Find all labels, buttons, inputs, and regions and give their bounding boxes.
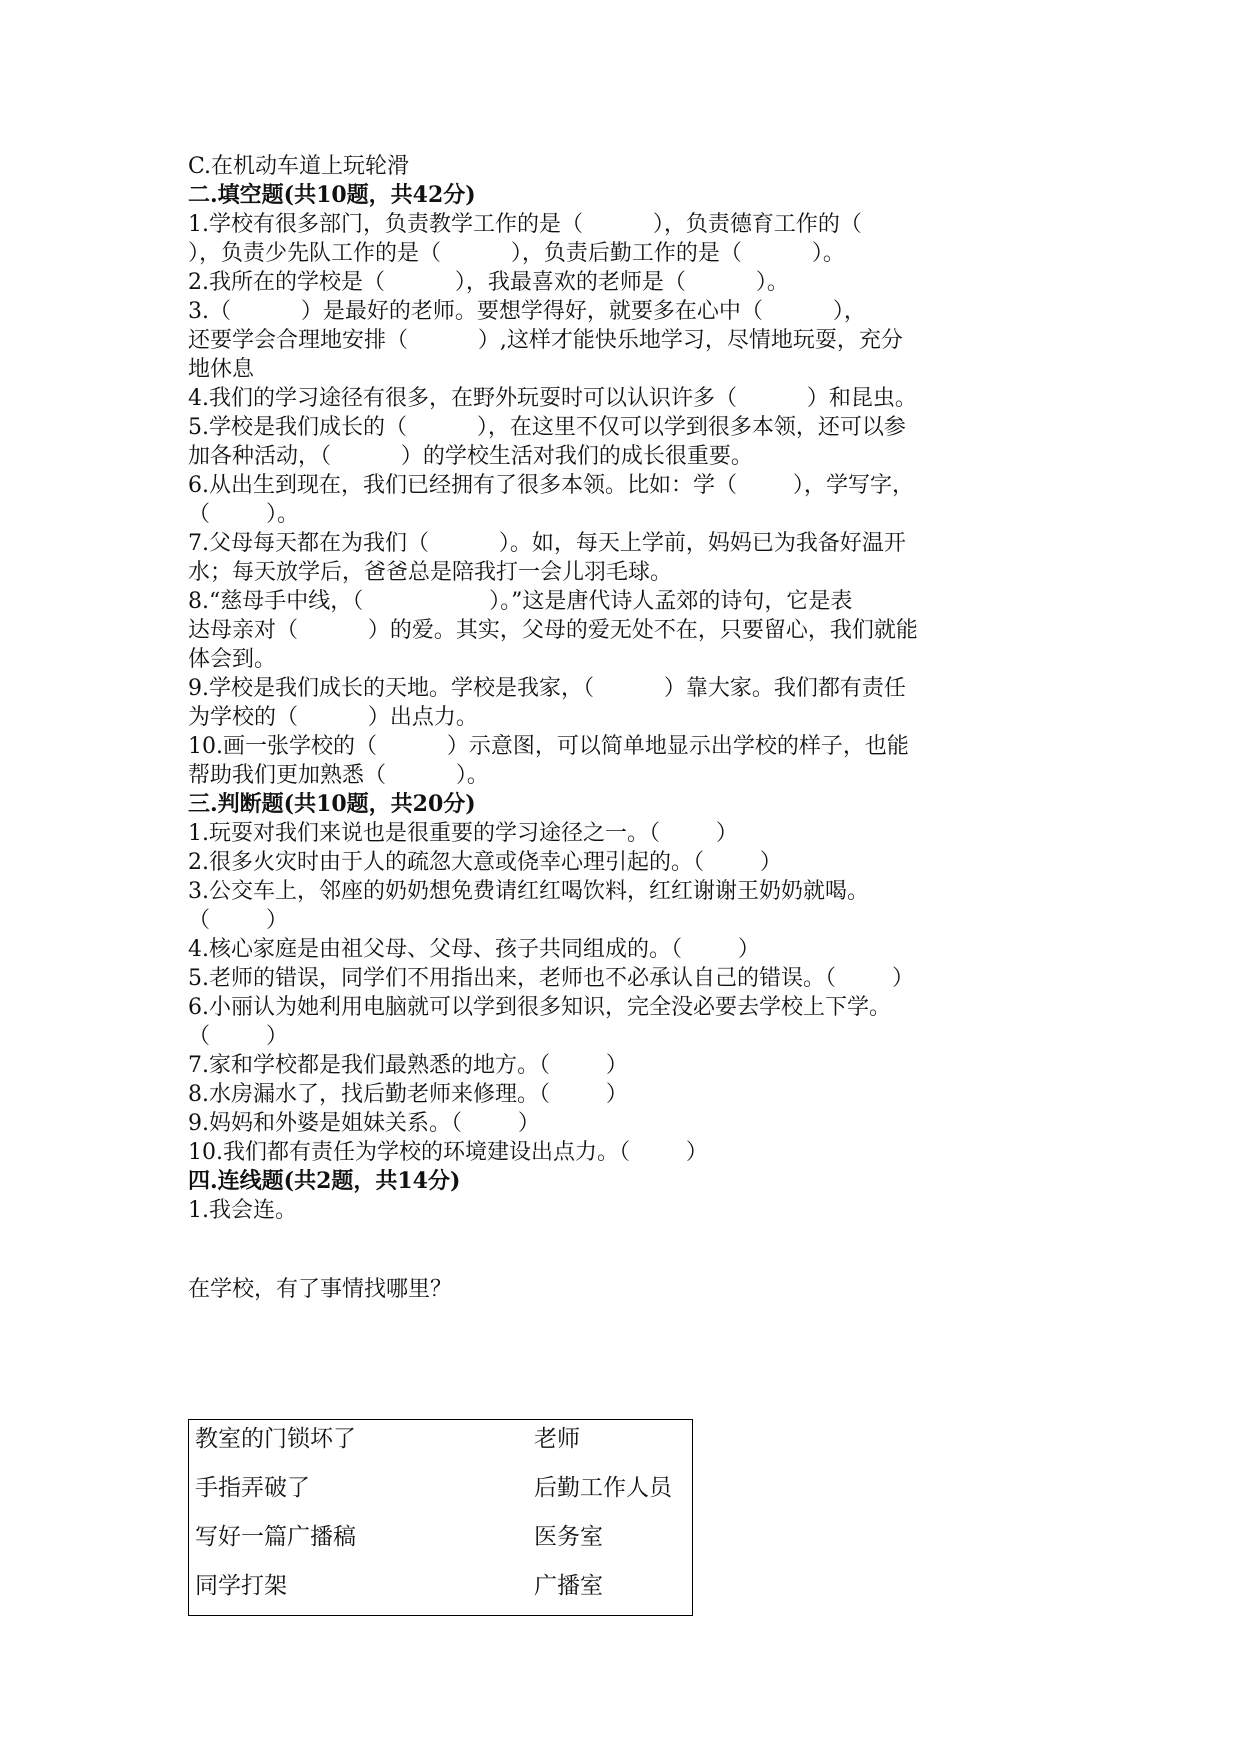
match-row — [189, 1571, 692, 1620]
question-line: C.在机动车道上玩轮滑 — [188, 154, 410, 179]
question-line: 10.我们都有责任为学校的环境建设出点力。（ ） — [188, 1140, 708, 1165]
question-line: 2.很多火灾时由于人的疏忽大意或侥幸心理引起的。（ ） — [188, 850, 782, 875]
matching-table — [188, 1419, 693, 1616]
match-left-item[interactable]: 教室的门锁坏了 — [195, 1426, 356, 1452]
match-left-item[interactable]: 手指弄破了 — [195, 1475, 310, 1501]
question-line: 3.公交车上，邻座的奶奶想免费请红红喝饮料，红红谢谢王奶奶就喝。 — [188, 879, 869, 904]
question-line: 2.我所在的学校是（ ），我最喜欢的老师是（ ）。 — [188, 270, 789, 295]
question-line: 8.“慈母手中线，（ ）。”这是唐代诗人孟郊的诗句，它是表 — [188, 589, 853, 614]
match-right-item[interactable]: 老师 — [534, 1426, 580, 1452]
question-line: 体会到。 — [188, 647, 277, 672]
section-heading: 四.连线题(共2题，共14分) — [188, 1168, 461, 1194]
question-line: 8.水房漏水了，找后勤老师来修理。（ ） — [188, 1082, 628, 1107]
match-row — [189, 1424, 692, 1473]
match-row — [189, 1473, 692, 1522]
question-line: 加各种活动，（ ）的学校生活对我们的成长很重要。 — [188, 444, 753, 469]
question-line: 在学校，有了事情找哪里？ — [188, 1277, 453, 1302]
question-line: 1.我会连。 — [188, 1198, 297, 1223]
question-line: 7.家和学校都是我们最熟悉的地方。（ ） — [188, 1053, 628, 1078]
question-line: 4.我们的学习途径有很多，在野外玩耍时可以认识许多（ ）和昆虫。 — [188, 386, 917, 411]
spacer — [188, 1225, 1056, 1275]
question-line: 地休息 — [188, 357, 255, 382]
question-line: 9.妈妈和外婆是姐妹关系。（ ） — [188, 1111, 540, 1136]
match-left-item[interactable]: 写好一篇广播稿 — [195, 1524, 356, 1550]
match-row — [189, 1522, 692, 1571]
question-line: 1.学校有很多部门，负责教学工作的是（ ），负责德育工作的（ — [188, 212, 862, 237]
question-line: （ ）。 — [188, 502, 299, 527]
question-line: 6.从出生到现在，我们已经拥有了很多本领。比如：学（ ），学写字， — [188, 473, 914, 498]
question-line: 水；每天放学后，爸爸总是陪我打一会儿羽毛球。 — [188, 560, 673, 585]
question-line: 4.核心家庭是由祖父母、父母、孩子共同组成的。（ ） — [188, 937, 760, 962]
question-line: （ ） — [188, 908, 288, 933]
question-line: 9.学校是我们成长的天地。学校是我家，（ ）靠大家。我们都有责任 — [188, 676, 906, 701]
question-line: 帮助我们更加熟悉（ ）。 — [188, 763, 489, 788]
match-right-item[interactable]: 广播室 — [534, 1573, 603, 1599]
question-line: ），负责少先队工作的是（ ），负责后勤工作的是（ ）。 — [188, 241, 845, 266]
question-line: 10.画一张学校的（ ）示意图，可以简单地显示出学校的样子，也能 — [188, 734, 909, 759]
spacer — [188, 1304, 1056, 1401]
question-line: 5.老师的错误，同学们不用指出来，老师也不必承认自己的错误。（ ） — [188, 966, 914, 991]
question-line: 1.玩耍对我们来说也是很重要的学习途径之一。（ ） — [188, 821, 738, 846]
match-left-item[interactable]: 同学打架 — [195, 1573, 287, 1599]
question-line: 3.（ ）是最好的老师。要想学得好，就要多在心中（ ）， — [188, 299, 866, 324]
question-line: 5.学校是我们成长的（ ），在这里不仅可以学到很多本领，还可以参 — [188, 415, 906, 440]
question-line: （ ） — [188, 1024, 288, 1049]
match-right-item[interactable]: 医务室 — [534, 1524, 603, 1550]
section-heading: 三.判断题(共10题，共20分) — [188, 791, 476, 817]
match-right-item[interactable]: 后勤工作人员 — [534, 1475, 672, 1501]
question-line: 还要学会合理地安排（ ）,这样才能快乐地学习，尽情地玩耍，充分 — [188, 328, 903, 353]
question-line: 达母亲对（ ）的爱。其实，父母的爱无处不在，只要留心，我们就能 — [188, 618, 918, 643]
question-line: 为学校的（ ）出点力。 — [188, 705, 478, 730]
section-heading: 二.填空题(共10题，共42分) — [188, 182, 476, 208]
worksheet-content — [188, 152, 1056, 1401]
question-line: 7.父母每天都在为我们（ ）。如，每天上学前，妈妈已为我备好温开 — [188, 531, 906, 556]
question-line: 6.小丽认为她利用电脑就可以学到很多知识，完全没必要去学校上下学。 — [188, 995, 891, 1020]
